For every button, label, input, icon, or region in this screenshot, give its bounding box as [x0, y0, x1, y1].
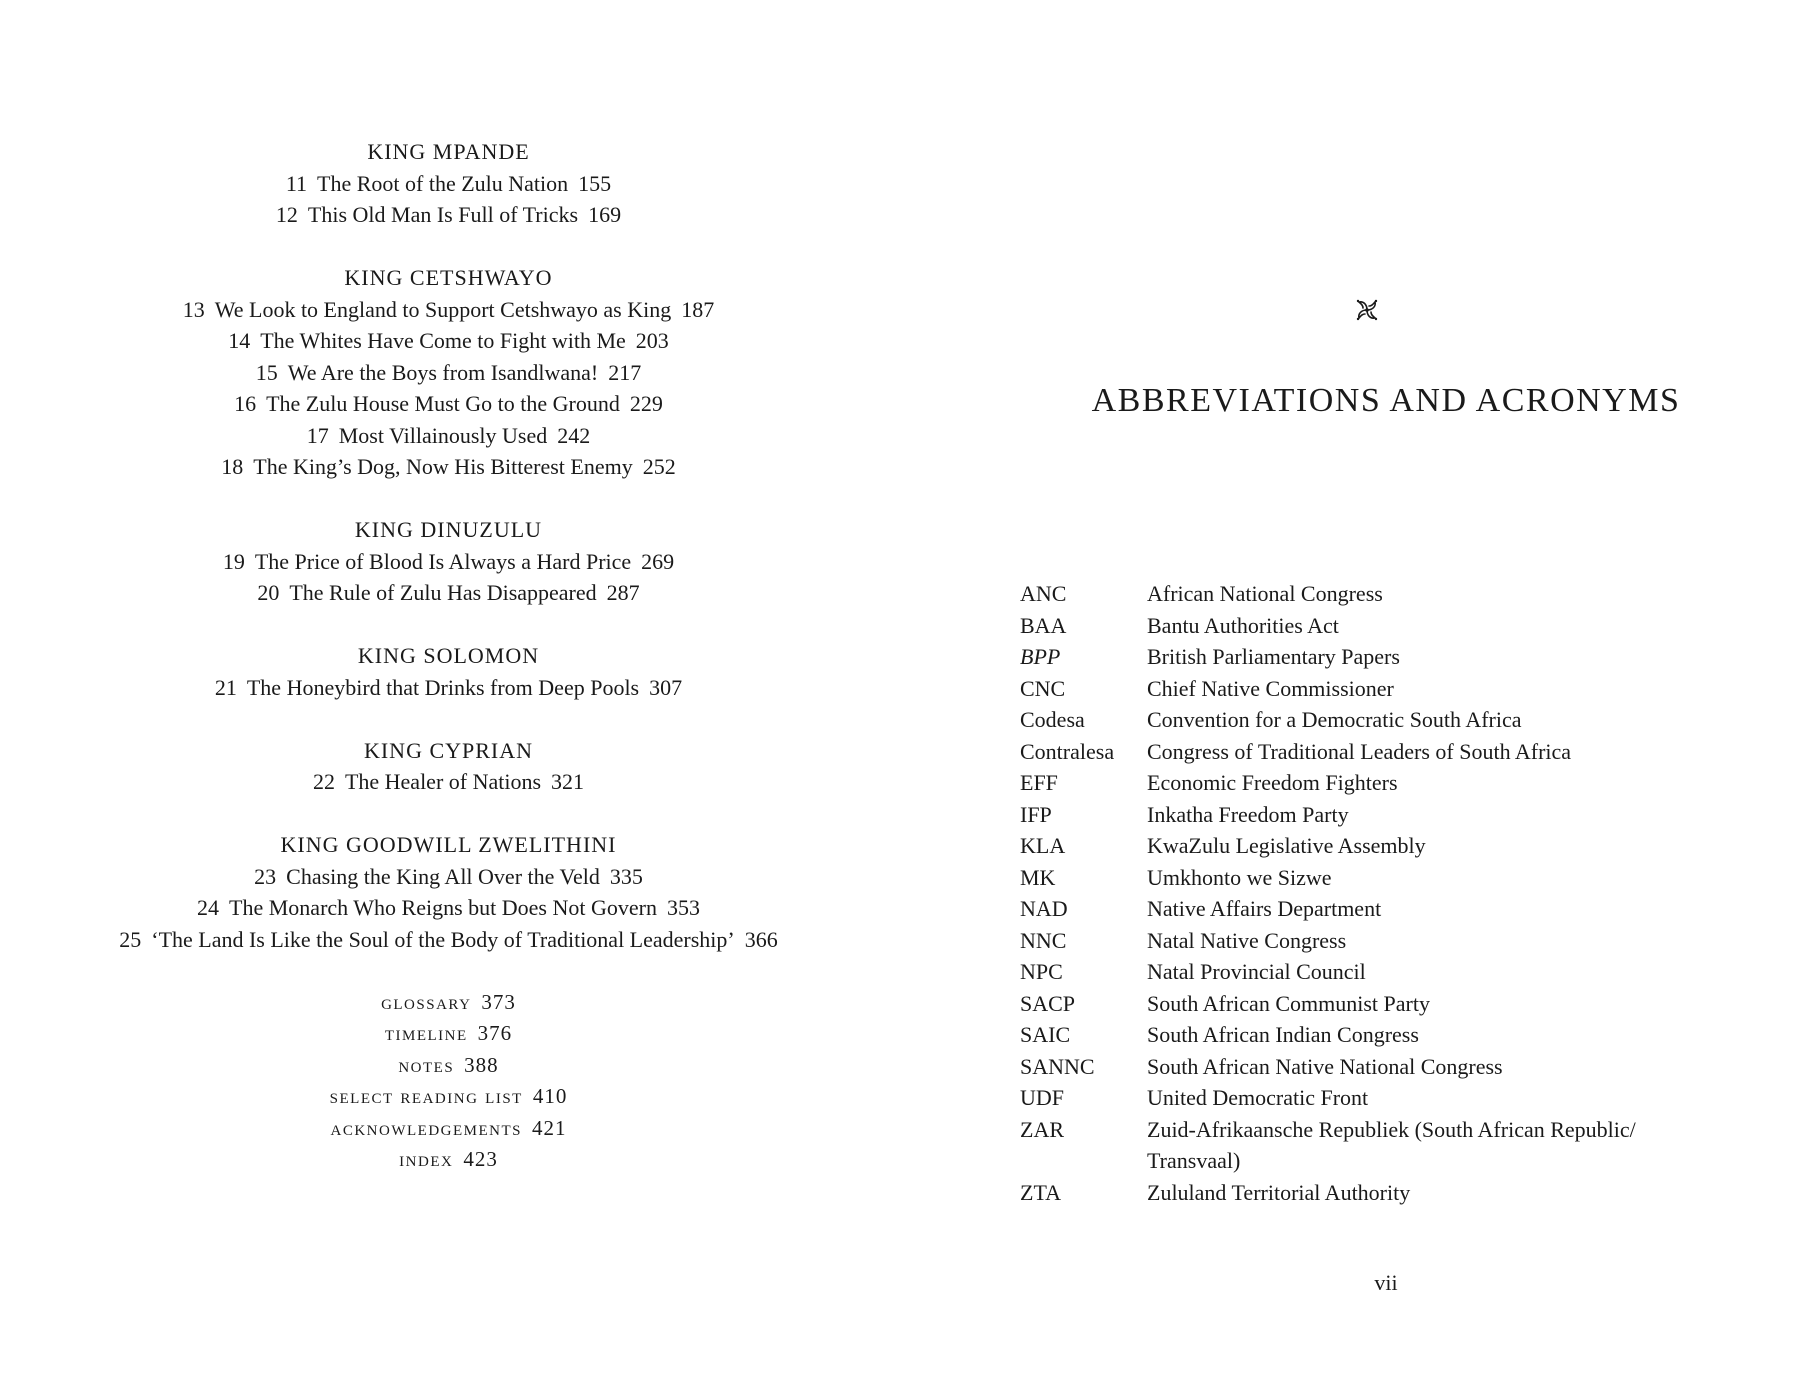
abbreviation-row — [1020, 1019, 1740, 1051]
chapter-title: The Whites Have Come to Fight with Me — [260, 328, 626, 353]
abbreviation-term: NNC — [1020, 927, 1067, 953]
toc-entry[interactable] — [0, 451, 897, 483]
page-number: 335 — [609, 863, 643, 889]
abbreviation-term: SANNC — [1020, 1053, 1095, 1079]
page-number: 169 — [588, 202, 622, 227]
chapter-number: 25 — [119, 926, 142, 952]
abbreviation-term: IFP — [1020, 801, 1052, 827]
toc-entry[interactable] — [0, 294, 897, 326]
chapter-title: The King’s Dog, Now His Bitterest Enemy — [253, 454, 633, 479]
chapter-title: The Price of Blood Is Always a Hard Price — [254, 548, 632, 574]
toc-entry[interactable] — [0, 924, 897, 956]
chapter-number: 23 — [254, 863, 277, 889]
page-number: 252 — [642, 454, 676, 479]
abbreviation-term: Contralesa — [1020, 738, 1115, 764]
toc-entry[interactable] — [0, 388, 897, 420]
abbreviation-term: BAA — [1020, 612, 1067, 638]
abbreviation-term: MK — [1020, 864, 1056, 890]
left-page — [0, 0, 897, 1376]
chapter-title: The Healer of Nations — [344, 769, 542, 794]
backmatter-label: acknowledgements — [330, 1115, 522, 1140]
abbreviation-definition: Chief Native Commissioner — [1147, 675, 1394, 701]
abbreviation-row — [1020, 988, 1740, 1020]
abbreviation-row — [1020, 1114, 1740, 1177]
abbreviation-term: EFF — [1020, 770, 1058, 795]
toc-section-heading: KING SOLOMON — [357, 643, 540, 668]
chapter-title: We Are the Boys from Isandlwana! — [287, 359, 599, 385]
backmatter-label: timeline — [384, 1021, 468, 1045]
chapter-title: Most Villainously Used — [338, 422, 548, 448]
toc-entry[interactable] — [0, 357, 897, 389]
chapter-title: The Root of the Zulu Nation — [317, 170, 569, 196]
toc-entry[interactable] — [0, 546, 897, 578]
chapter-title: ‘The Land Is Like the Soul of the Body of Traditional Leadership’ — [151, 926, 735, 952]
abbreviation-term: SAIC — [1020, 1022, 1071, 1047]
table-of-contents — [0, 136, 897, 1176]
chapter-title: The Zulu House Must Go to the Ground — [266, 391, 620, 416]
chapter-number: 14 — [228, 328, 251, 353]
backmatter-list — [0, 987, 897, 1176]
page-number: 155 — [578, 170, 612, 196]
abbreviation-definition: Convention for a Democratic South Africa — [1147, 707, 1522, 732]
chapter-title: Chasing the King All Over the Veld — [286, 863, 600, 889]
abbreviation-row — [1020, 673, 1740, 705]
page-number: 421 — [531, 1115, 567, 1140]
page-number: 287 — [606, 580, 640, 605]
toc-section — [0, 514, 897, 609]
page-number: 388 — [464, 1052, 499, 1077]
page-number: 376 — [477, 1021, 513, 1045]
toc-section-heading: KING GOODWILL ZWELITHINI — [280, 832, 617, 857]
abbreviation-row — [1020, 1082, 1740, 1114]
abbreviation-definition: Natal Native Congress — [1147, 927, 1347, 953]
chapter-number: 21 — [214, 674, 237, 700]
backmatter-label: select reading list — [329, 1084, 523, 1108]
abbreviation-term: ANC — [1020, 581, 1067, 606]
page-folio: vii — [1374, 1270, 1398, 1295]
floral-ornament-icon — [1349, 292, 1385, 328]
abbreviation-definition: South African Native National Congress — [1147, 1053, 1503, 1079]
abbreviation-term: KLA — [1020, 833, 1066, 858]
abbreviation-term: SACP — [1020, 990, 1076, 1016]
chapter-number: 18 — [221, 454, 244, 479]
toc-entry[interactable] — [0, 168, 897, 200]
toc-section — [0, 262, 897, 483]
backmatter-item-index[interactable] — [0, 1144, 897, 1176]
abbreviation-row — [1020, 767, 1740, 799]
abbreviation-row — [1020, 799, 1740, 831]
abbreviation-definition: United Democratic Front — [1147, 1085, 1369, 1110]
backmatter-label: glossary — [381, 989, 472, 1014]
abbreviation-definition: Inkatha Freedom Party — [1147, 801, 1349, 827]
toc-entry[interactable] — [0, 672, 897, 704]
toc-section-heading: KING CYPRIAN — [363, 737, 534, 763]
abbreviation-row — [1020, 1051, 1740, 1083]
abbreviation-term: ZTA — [1020, 1179, 1062, 1205]
abbreviation-definition: KwaZulu Legislative Assembly — [1147, 833, 1426, 858]
toc-section-heading: KING MPANDE — [367, 139, 530, 164]
page-number: 410 — [532, 1084, 568, 1108]
right-page — [897, 0, 1795, 1376]
abbreviation-definition: Umkhonto we Sizwe — [1147, 864, 1332, 890]
abbreviation-row — [1020, 578, 1740, 610]
abbreviation-definition: African National Congress — [1147, 581, 1383, 606]
chapter-title: We Look to England to Support Cetshwayo as King — [214, 296, 672, 322]
toc-entry[interactable] — [0, 577, 897, 609]
toc-entry[interactable] — [0, 199, 897, 231]
page-number: 242 — [557, 422, 591, 448]
page-number: 423 — [463, 1147, 498, 1171]
chapter-number: 20 — [257, 580, 280, 605]
page-number: 187 — [681, 296, 715, 322]
abbreviation-definition: Zululand Territorial Authority — [1147, 1179, 1411, 1205]
backmatter-label: notes — [398, 1052, 455, 1077]
abbreviation-row — [1020, 1177, 1740, 1209]
chapter-number: 16 — [234, 391, 257, 416]
abbreviation-row — [1020, 736, 1740, 768]
chapter-title: The Monarch Who Reigns but Does Not Govern — [229, 895, 657, 920]
toc-entry[interactable] — [0, 420, 897, 452]
abbreviation-definition: Congress of Traditional Leaders of South Africa — [1147, 738, 1572, 764]
abbreviation-definition: Zuid-Afrikaansche Republiek (South African Republic/ Transvaal) — [1147, 1116, 1636, 1173]
abbreviation-list — [1020, 578, 1740, 1208]
chapter-number: 13 — [182, 296, 205, 322]
abbreviation-term: NAD — [1020, 896, 1068, 921]
page-number: 229 — [629, 391, 663, 416]
abbreviation-row — [1020, 830, 1740, 862]
toc-entry[interactable] — [0, 325, 897, 357]
chapter-title: This Old Man Is Full of Tricks — [307, 202, 579, 227]
abbreviation-row — [1020, 610, 1740, 642]
abbreviation-row — [1020, 925, 1740, 957]
chapter-number: 15 — [255, 359, 278, 385]
toc-entry[interactable] — [0, 892, 897, 924]
abbreviation-term: NPC — [1020, 959, 1063, 984]
toc-entry[interactable] — [0, 766, 897, 798]
abbreviation-definition: Bantu Authorities Act — [1147, 612, 1339, 638]
page-number: 203 — [635, 328, 669, 353]
backmatter-item-reading-list[interactable] — [0, 1081, 897, 1113]
abbreviation-row — [1020, 862, 1740, 894]
toc-section — [0, 829, 897, 955]
chapter-number: 19 — [222, 548, 245, 574]
abbreviation-definition: Economic Freedom Fighters — [1147, 770, 1398, 795]
toc-section-heading: KING DINUZULU — [354, 517, 543, 542]
abbreviation-definition: South African Indian Congress — [1147, 1022, 1419, 1047]
page-number: 269 — [641, 548, 675, 574]
chapter-number: 11 — [285, 170, 308, 196]
toc-section — [0, 640, 897, 703]
abbreviation-row — [1020, 641, 1740, 673]
page-number: 307 — [649, 674, 683, 700]
abbreviation-definition: British Parliamentary Papers — [1147, 644, 1400, 669]
chapter-number: 24 — [197, 895, 220, 920]
toc-section — [0, 136, 897, 231]
toc-entry[interactable] — [0, 861, 897, 893]
abbreviation-row — [1020, 704, 1740, 736]
abbreviation-term: BPP — [1020, 644, 1061, 669]
abbreviation-definition: Natal Provincial Council — [1147, 959, 1366, 984]
abbreviation-term: UDF — [1020, 1085, 1065, 1110]
backmatter-item-notes[interactable] — [0, 1050, 897, 1082]
backmatter-item-glossary[interactable] — [0, 987, 897, 1019]
abbreviation-term: ZAR — [1020, 1116, 1064, 1142]
abbreviation-row — [1020, 956, 1740, 988]
page-number: 366 — [744, 926, 778, 952]
abbreviation-term: CNC — [1020, 675, 1066, 701]
page-number: 353 — [666, 895, 700, 920]
chapter-title: The Rule of Zulu Has Disappeared — [289, 580, 597, 605]
chapter-number: 12 — [275, 202, 298, 227]
chapter-title: The Honeybird that Drinks from Deep Pools — [246, 674, 640, 700]
backmatter-item-timeline[interactable] — [0, 1018, 897, 1050]
toc-section — [0, 735, 897, 798]
chapter-number: 17 — [306, 422, 329, 448]
page-number: 373 — [481, 989, 516, 1014]
abbreviation-definition: South African Communist Party — [1147, 990, 1430, 1016]
abbreviation-term: Codesa — [1020, 707, 1085, 732]
page-title: ABBREVIATIONS AND ACRONYMS — [1091, 382, 1681, 419]
abbreviation-definition: Native Affairs Department — [1147, 896, 1382, 921]
backmatter-label: index — [399, 1147, 454, 1171]
toc-section-heading: KING CETSHWAYO — [344, 265, 553, 290]
abbreviation-row — [1020, 893, 1740, 925]
chapter-number: 22 — [312, 769, 335, 794]
page-number: 217 — [608, 359, 642, 385]
backmatter-item-acknowledgements[interactable] — [0, 1113, 897, 1145]
page-number: 321 — [551, 769, 585, 794]
